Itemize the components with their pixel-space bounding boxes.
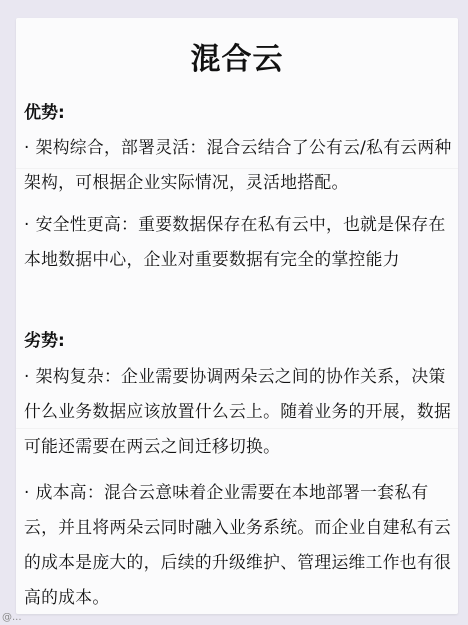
bullet: · [24, 482, 30, 502]
disadvantage-item-2 [24, 475, 454, 614]
advantage-item-1 [24, 130, 454, 200]
watermark: @... [2, 612, 22, 623]
bullet: · [24, 137, 30, 157]
advantages-heading: 优势: [24, 103, 65, 123]
page-title: 混合云 [190, 42, 284, 77]
bullet: · [24, 214, 30, 234]
disadvantage-text: 架构复杂：企业需要协调两朵云之间的协作关系，决策什么业务数据应该放置什么云上。随着业务的开展，数据可能还需要在两云之间迁移切换。 [24, 366, 452, 456]
advantage-text: 安全性更高：重要数据保存在私有云中，也就是保存在本地数据中心，企业对重要数据有完全的掌控能力 [24, 214, 446, 269]
note-card [16, 18, 458, 614]
disadvantage-item-1 [24, 359, 454, 464]
disadvantage-text: 成本高：混合云意味着企业需要在本地部署一套私有云，并且将两朵云同时融入业务系统。而企业自建私有云的成本是庞大的，后续的升级维护、管理运维工作也有很高的成本。 [24, 482, 452, 607]
advantage-text: 架构综合，部署灵活：混合云结合了公有云/私有云两种架构，可根据企业实际情况，灵活地搭配。 [24, 137, 452, 192]
bullet: · [24, 366, 30, 386]
disadvantages-heading: 劣势: [24, 331, 65, 351]
advantage-item-2 [24, 207, 454, 277]
